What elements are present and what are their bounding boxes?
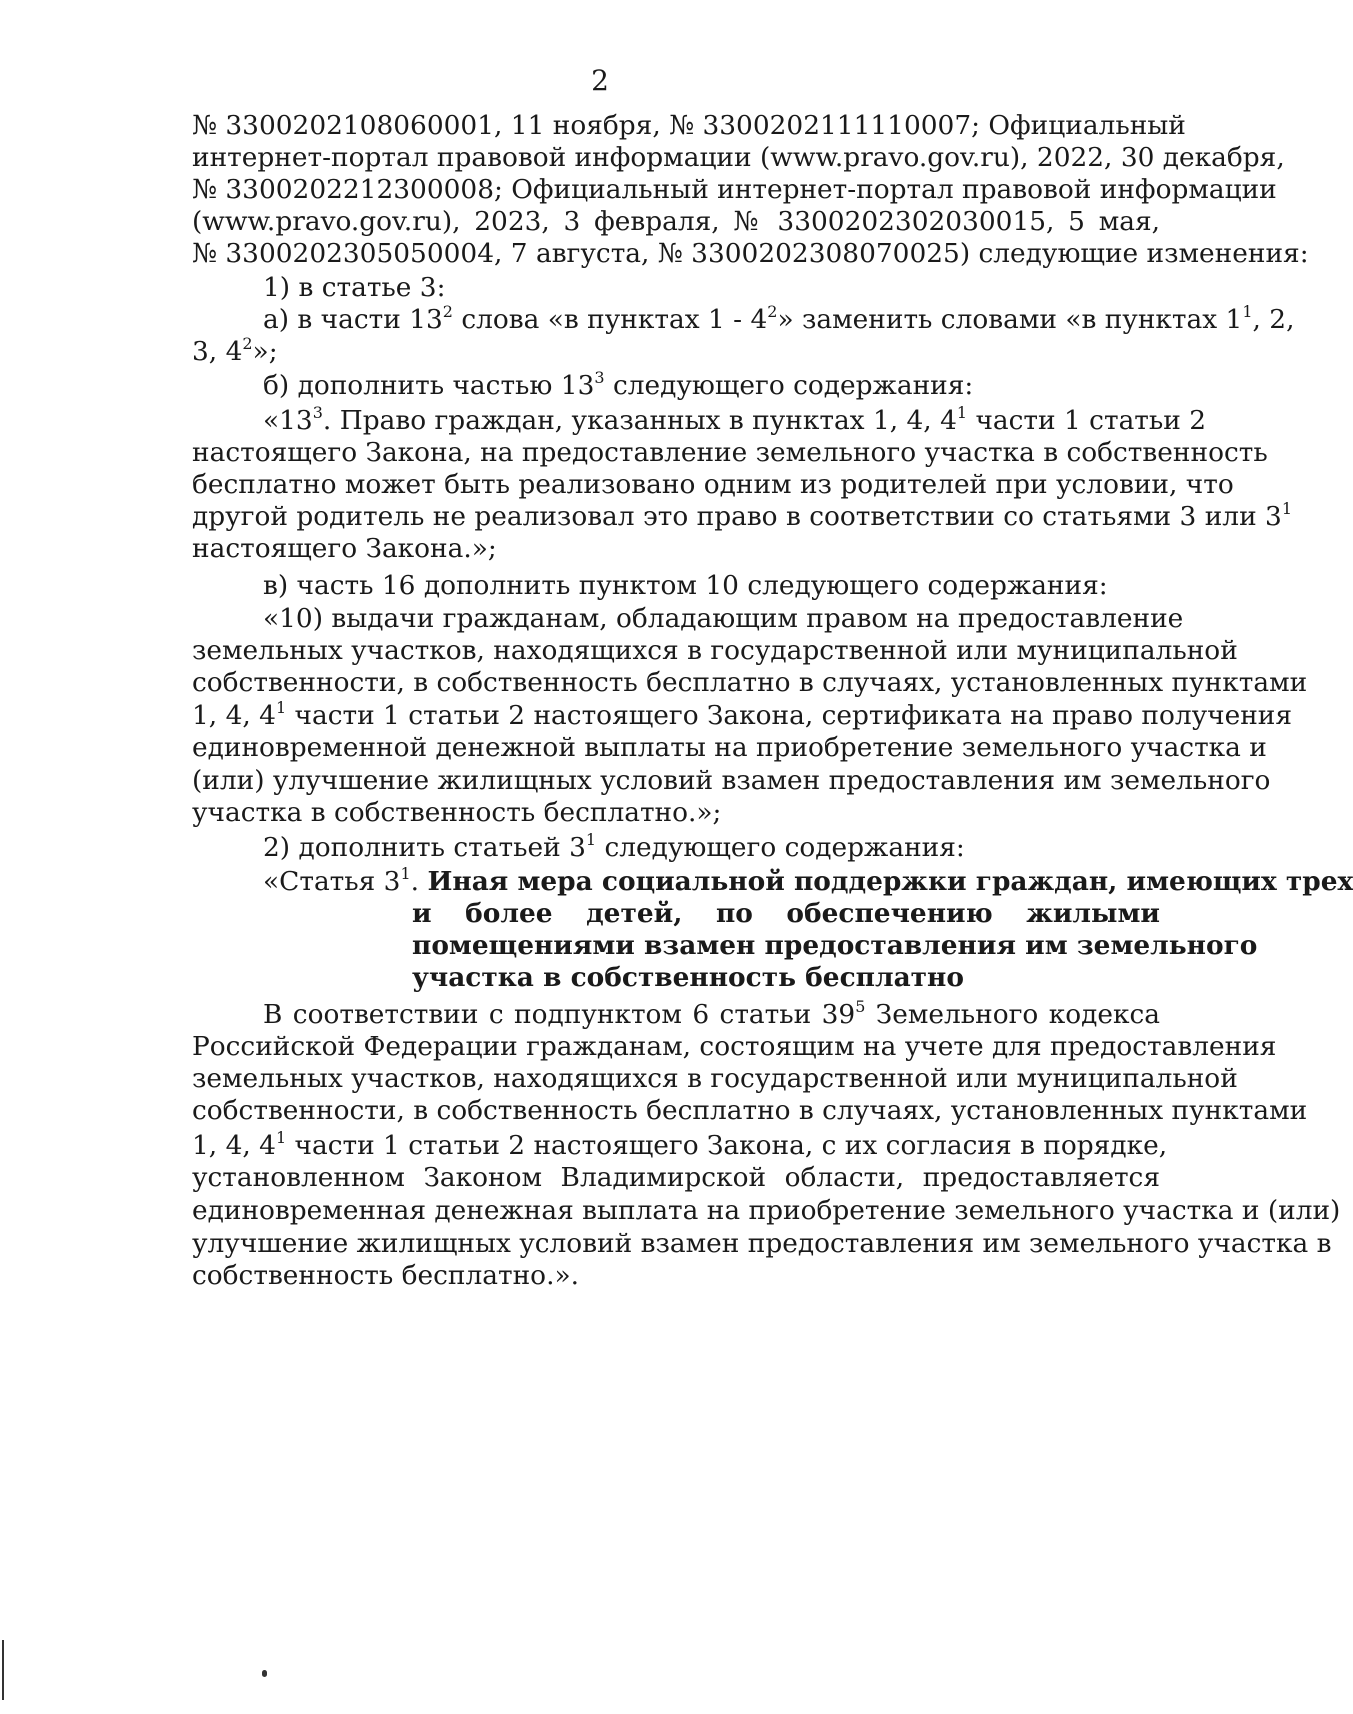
- text-line: а) в части $13^2$ слова «в пунктах $1 - 4^2$» заменить словами «в пунктах $1^1$, 2,: [263, 302, 1295, 335]
- text-line: единовременной денежной выплаты на приобретение земельного участка и: [192, 732, 1267, 763]
- text-line: 3, $4^2$»;: [192, 334, 278, 367]
- text-line: в) часть 16 дополнить пунктом 10 следующего содержания:: [263, 570, 1108, 601]
- text-line: В соответствии с подпунктом 6 статьи $39^5$ Земельного кодекса: [263, 997, 1160, 1030]
- scan-edge-mark: [2, 1640, 4, 1700]
- text-line: № 3300202212300008; Официальный интернет-портал правовой информации: [192, 174, 1277, 205]
- scan-dot: [262, 1670, 267, 1677]
- text-line: № 3300202305050004, 7 августа, № 3300202308070025) следующие изменения:: [192, 238, 1309, 269]
- text-line: № 3300202108060001, 11 ноября, № 3300202111110007; Официальный: [192, 110, 1186, 141]
- text-line: настоящего Закона, на предоставление земельного участка в собственность: [192, 437, 1268, 468]
- text-line: Российской Федерации гражданам, состоящим на учете для предоставления: [192, 1031, 1277, 1062]
- text-line: (www.pravo.gov.ru), 2023, 3 февраля, № 3300202302030015, 5 мая,: [192, 206, 1160, 237]
- text-line: собственности, в собственность бесплатно в случаях, установленных пунктами: [192, 667, 1308, 698]
- text-line: единовременная денежная выплата на приобретение земельного участка и (или): [192, 1195, 1341, 1226]
- text-line: другой родитель не реализовал это право в соответствии со статьями 3 или $3^1$: [192, 499, 1293, 532]
- text-line: земельных участков, находящихся в государственной или муниципальной: [192, 635, 1238, 666]
- article-heading-line: участка в собственность бесплатно: [412, 962, 964, 993]
- text-line: (или) улучшение жилищных условий взамен предоставления им земельного: [192, 765, 1271, 796]
- article-heading-line: и более детей, по обеспечению жилыми: [412, 898, 1160, 929]
- text-line: установленном Законом Владимирской области, предоставляется: [192, 1162, 1160, 1193]
- text-line: собственности, в собственность бесплатно в случаях, установленных пунктами: [192, 1095, 1308, 1126]
- article-heading-line: помещениями взамен предоставления им земельного: [412, 930, 1258, 961]
- list-item: 1) в статье 3:: [263, 272, 446, 303]
- text-line: «$13^3$. Право граждан, указанных в пунктах 1, 4, $4^1$ части 1 статьи 2: [263, 403, 1207, 436]
- text-line: интернет-портал правовой информации (www.pravo.gov.ru), 2022, 30 декабря,: [192, 142, 1285, 173]
- text-line: собственность бесплатно.».: [192, 1260, 579, 1291]
- text-line: 1, 4, $4^1$ части 1 статьи 2 настоящего Закона, сертификата на право получения: [192, 698, 1293, 731]
- text-line: участка в собственность бесплатно.»;: [192, 797, 722, 828]
- page-number: 2: [591, 64, 609, 97]
- text-line: «10) выдачи гражданам, обладающим правом на предоставление: [263, 603, 1184, 634]
- list-item: 2) дополнить статьей $3^1$ следующего содержания:: [263, 830, 965, 863]
- text-line: бесплатно может быть реализовано одним из родителей при условии, что: [192, 469, 1234, 500]
- text-line: настоящего Закона.»;: [192, 533, 497, 564]
- text-line: улучшение жилищных условий взамен предоставления им земельного участка в: [192, 1228, 1332, 1259]
- text-line: б) дополнить частью $13^3$ следующего содержания:: [263, 368, 974, 401]
- text-line: 1, 4, $4^1$ части 1 статьи 2 настоящего Закона, с их согласия в порядке,: [192, 1128, 1168, 1161]
- article-heading: «Статья $3^1$. Иная мера социальной поддержки граждан, имеющих трех: [263, 864, 1353, 897]
- text-line: земельных участков, находящихся в государственной или муниципальной: [192, 1063, 1238, 1094]
